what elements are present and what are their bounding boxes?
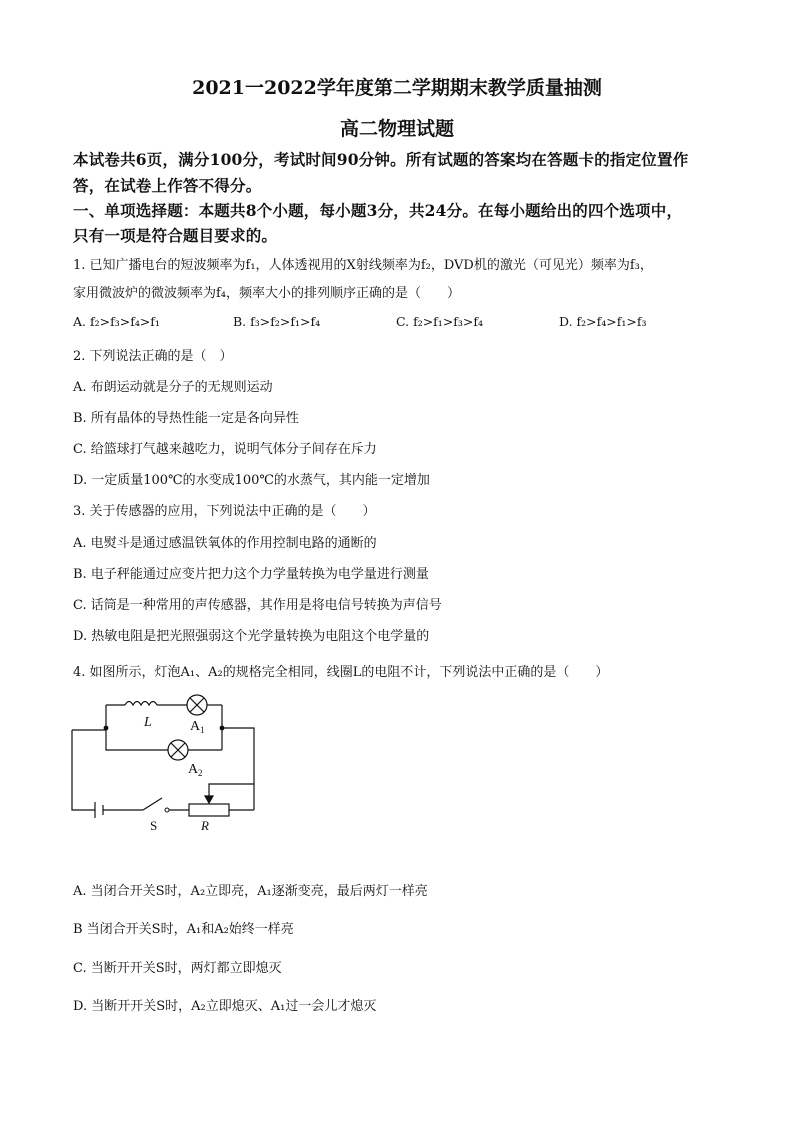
q3-option-d: D. 热敏电阻是把光照强弱这个光学量转换为电阻这个电学量的: [73, 629, 430, 644]
resistor-label: R: [201, 818, 209, 832]
q3-option-c: C. 话筒是一种常用的声传感器，其作用是将电信号转换为声信号: [73, 598, 442, 613]
q1-stem-line-2: 家用微波炉的微波频率为f₄，频率大小的排列顺序正确的是（ ）: [73, 286, 461, 301]
q4-option-d: D. 当断开开关S时，A₂立即熄灭、A₁过一会儿才熄灭: [73, 999, 377, 1014]
lamp2-label: A: [188, 762, 199, 777]
q4-option-a: A. 当闭合开关S时，A₂立即亮，A₁逐渐变亮，最后两灯一样亮: [73, 884, 428, 899]
q1-stem-line-1: 1. 已知广播电台的短波频率为f₁，人体透视用的X射线频率为f₂，DVD机的激光（可见光）频率为f₃，: [73, 258, 653, 273]
q3-option-b: B. 电子秤能通过应变片把力这个力学量转换为电学量进行测量: [73, 567, 429, 582]
q2-option-d: D. 一定质量100℃的水变成100℃的水蒸气，其内能一定增加: [73, 473, 430, 488]
intro-line-1: 本试卷共6页，满分100分，考试时间90分钟。所有试题的答案均在答题卡的指定位置作: [73, 150, 689, 169]
q4-stem: 4. 如图所示，灯泡A₁、A₂的规格完全相同，线圈L的电阻不计，下列说法中正确的是（ ）: [73, 665, 609, 680]
q2-option-a: A. 布朗运动就是分子的无规则运动: [73, 380, 273, 395]
q1-option-b: B. f₃>f₂>f₁>f₄: [233, 314, 321, 329]
q2-option-c: C. 给篮球打气越来越吃力，说明气体分子间存在斥力: [73, 442, 377, 457]
lamp1-label-sub: 1: [200, 725, 205, 735]
section-heading-line-1: 一、单项选择题：本题共8个小题，每小题3分，共24分。在每小题给出的四个选项中，: [73, 201, 683, 220]
lamp2-label-sub: 2: [198, 768, 203, 778]
junction-dot-left: [104, 726, 109, 731]
q3-option-a: A. 电熨斗是通过感温铁氧体的作用控制电路的通断的: [73, 536, 377, 551]
q1-option-a: A. f₂>f₃>f₄>f₁: [73, 314, 160, 329]
coil-label: L: [144, 715, 152, 730]
switch-contact: [165, 808, 169, 812]
exam-title: 2021一2022学年度第二学期期末教学质量抽测: [192, 77, 602, 99]
switch-label: S: [150, 818, 158, 832]
q4-option-b: B 当闭合开关S时，A₁和A₂始终一样亮: [73, 922, 294, 937]
q1-option-d: D. f₂>f₄>f₁>f₃: [559, 314, 647, 329]
q1-option-c: C. f₂>f₁>f₃>f₄: [396, 314, 484, 329]
q3-stem: 3. 关于传感器的应用，下列说法中正确的是（ ）: [73, 504, 376, 519]
q2-option-b: B. 所有晶体的导热性能一定是各向异性: [73, 411, 299, 426]
circuit-diagram: [70, 692, 270, 832]
intro-line-2: 答，在试卷上作答不得分。: [73, 176, 262, 195]
section-heading-line-2: 只有一项是符合题目要求的。: [73, 226, 278, 245]
junction-dot-right: [220, 726, 225, 731]
lamp1-label: A: [190, 719, 201, 734]
q1-options: [73, 314, 713, 332]
q4-option-c: C. 当断开开关S时，两灯都立即熄灭: [73, 961, 282, 976]
q2-stem: 2. 下列说法正确的是（ ）: [73, 349, 233, 364]
exam-subtitle: 高二物理试题: [339, 118, 454, 140]
